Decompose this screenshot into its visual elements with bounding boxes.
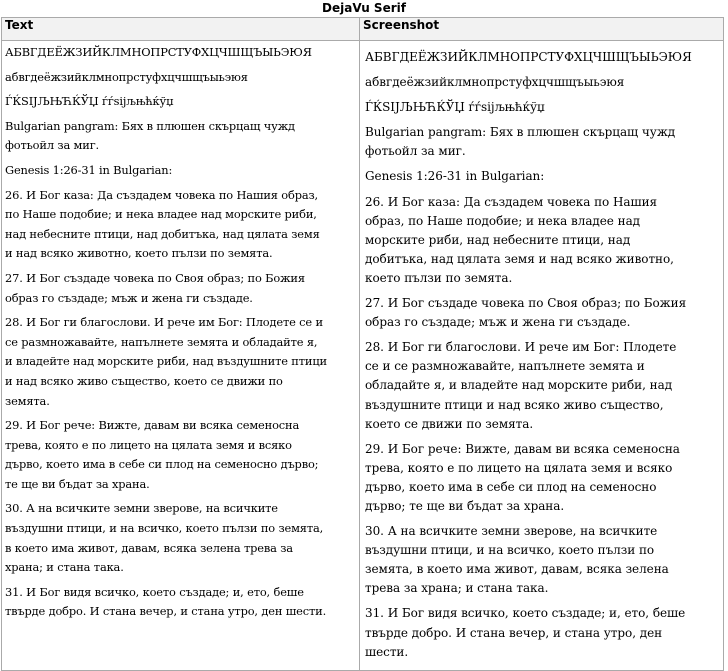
text-line: 26. И Бог каза: Да създадем човека по Нашия образ, xyxy=(5,187,319,202)
text-line: шести. xyxy=(365,644,409,659)
text-line: 27. И Бог създаде човека по Своя образ; по Божия xyxy=(365,296,687,311)
lowercase-alphabet xyxy=(365,73,720,92)
text-line: образ, по Наше подобие; и нека владее над xyxy=(365,213,641,228)
text-line: Genesis 1:26-31 in Bulgarian: xyxy=(5,162,173,177)
genesis-heading xyxy=(5,161,356,181)
table-header-row xyxy=(2,18,724,41)
text-line: абвгдеёжзийклмнопрстуфхцчшщъыьэюя xyxy=(5,69,248,84)
text-line: храна; и стана така. xyxy=(5,560,124,575)
pangram xyxy=(5,117,356,156)
text-line: се размножавайте, напълнете земята и обладайте я, xyxy=(5,334,318,349)
text-line: земята, в което има живот, давам, всяка зелена xyxy=(365,562,669,577)
text-line: 29. И Бог рече: Вижте, давам ви всяка семеносна xyxy=(365,441,680,456)
verse-30 xyxy=(365,522,720,598)
text-line: 30. А на всичките земни зверове, на всичките xyxy=(5,501,278,516)
verse-30 xyxy=(5,499,356,577)
column-header-text: Text xyxy=(2,18,360,41)
text-line: Bulgarian pangram: Бях в плюшен скърцащ чужд xyxy=(365,125,676,140)
text-line: ЃЌЅІЈЉЊЋЌЎЏ ѓѓѕіјљњћќўџ xyxy=(365,100,545,115)
extra-glyphs xyxy=(365,98,720,117)
verse-31 xyxy=(365,604,720,661)
text-line: над небесните птици, над добитъка, над цялата земя xyxy=(5,226,320,241)
text-line: образ го създаде; мъж и жена ги създаде. xyxy=(5,290,253,305)
text-line: което пълзи по земята. xyxy=(365,270,513,285)
text-line: и над всяко живо същество, което се движи по xyxy=(5,373,283,388)
text-line: по Наше подобие; и нека владее над морските риби, xyxy=(5,207,317,222)
text-line: въздушни птици, и на всичко, което пълзи по земята, xyxy=(5,521,324,536)
text-line: 31. И Бог видя всичко, което създаде; и, ето, беше xyxy=(5,584,304,599)
text-line: 28. И Бог ги благослови. И рече им Бог: Плодете се и xyxy=(5,315,323,330)
comparison-table xyxy=(1,17,724,671)
text-line: твърде добро. И стана вечер, и стана утро, ден шести. xyxy=(5,604,327,619)
verse-26 xyxy=(5,186,356,264)
verse-27 xyxy=(365,294,720,332)
text-line: обладайте я, и владейте над морските риби, над xyxy=(365,378,673,393)
text-line: Bulgarian pangram: Бях в плюшен скърцащ чужд xyxy=(5,118,295,133)
text-line: 27. И Бог създаде човека по Своя образ; по Божия xyxy=(5,270,305,285)
text-line: АБВГДЕЁЖЗИЙКЛМНОПРСТУФХЦЧШЩЪЫЬЭЮЯ xyxy=(5,45,312,59)
text-line: което се движи по земята. xyxy=(365,416,534,431)
verse-28 xyxy=(365,338,720,433)
text-line: ЃЌЅІЈЉЊЋЌЎЏ ѓѓѕіјљњћќўџ xyxy=(5,94,174,109)
lowercase-alphabet xyxy=(5,68,356,88)
table-row xyxy=(2,41,724,671)
text-line: 28. И Бог ги благослови. И рече им Бог: Плодете xyxy=(365,340,677,355)
column-header-screenshot: Screenshot xyxy=(360,18,724,41)
text-line: трева, която е по лицето на цялата земя и всяко xyxy=(365,460,673,475)
text-line: въздушни птици, и на всичко, което пълзи по xyxy=(365,543,655,558)
text-line: абвгдеёжзийклмнопрстуфхцчшщъыьэюя xyxy=(365,75,625,90)
verse-27 xyxy=(5,269,356,308)
text-line: Genesis 1:26-31 in Bulgarian: xyxy=(365,169,545,184)
text-line: 31. И Бог видя всичко, което създаде; и, ето, беше xyxy=(365,606,686,621)
text-line: АБВГДЕЁЖЗИЙКЛМНОПРСТУФХЦЧШЩЪЫЬЭЮЯ xyxy=(365,50,692,64)
text-line: дърво; те ще ви бъдат за храна. xyxy=(365,498,565,513)
text-line: 26. И Бог каза: Да създадем човека по Нашия xyxy=(365,194,658,209)
pangram xyxy=(365,123,720,161)
text-line: твърде добро. И стана вечер, и стана утро, ден xyxy=(365,625,663,640)
text-line: дърво, което има в себе си плод на семеносно дърво; xyxy=(5,457,319,472)
text-cell xyxy=(2,41,360,671)
text-line: в което има живот, давам, всяка зелена трева за xyxy=(5,540,293,555)
extra-glyphs xyxy=(5,92,356,112)
text-line: трева, която е по лицето на цялата земя и всяко xyxy=(5,437,292,452)
text-line: образ го създаде; мъж и жена ги създаде. xyxy=(365,315,631,330)
text-line: и над всяко животно, което пълзи по земята. xyxy=(5,246,273,261)
text-line: 30. А на всичките земни зверове, на всичките xyxy=(365,524,658,539)
verse-28 xyxy=(5,313,356,411)
text-line: дърво, което има в себе си плод на семеносно xyxy=(365,479,657,494)
genesis-heading xyxy=(365,167,720,186)
text-line: те ще ви бъдат за храна. xyxy=(5,476,150,491)
text-line: трева за храна; и стана така. xyxy=(365,581,549,596)
text-line: добитъка, над цялата земя и над всяко животно, xyxy=(365,251,674,266)
verse-26 xyxy=(365,193,720,288)
text-line: и владейте над морските риби, над въздушните птици xyxy=(5,354,327,369)
screenshot-cell xyxy=(360,41,724,671)
verse-31 xyxy=(5,583,356,622)
verse-29 xyxy=(5,416,356,494)
text-line: въздушните птици и над всяко живо същество, xyxy=(365,397,664,412)
text-line: се и се размножавайте, напълнете земята и xyxy=(365,359,645,374)
text-line: фотьойл за миг. xyxy=(365,144,466,159)
text-line: земята. xyxy=(5,393,50,408)
uppercase-alphabet xyxy=(365,48,720,67)
verse-29 xyxy=(365,440,720,516)
text-line: морските риби, над небесните птици, над xyxy=(365,232,631,247)
uppercase-alphabet xyxy=(5,43,356,63)
page-title: DejaVu Serif xyxy=(322,1,406,15)
text-line: 29. И Бог рече: Вижте, давам ви всяка семеносна xyxy=(5,418,300,433)
text-line: фотьойл за миг. xyxy=(5,138,99,153)
